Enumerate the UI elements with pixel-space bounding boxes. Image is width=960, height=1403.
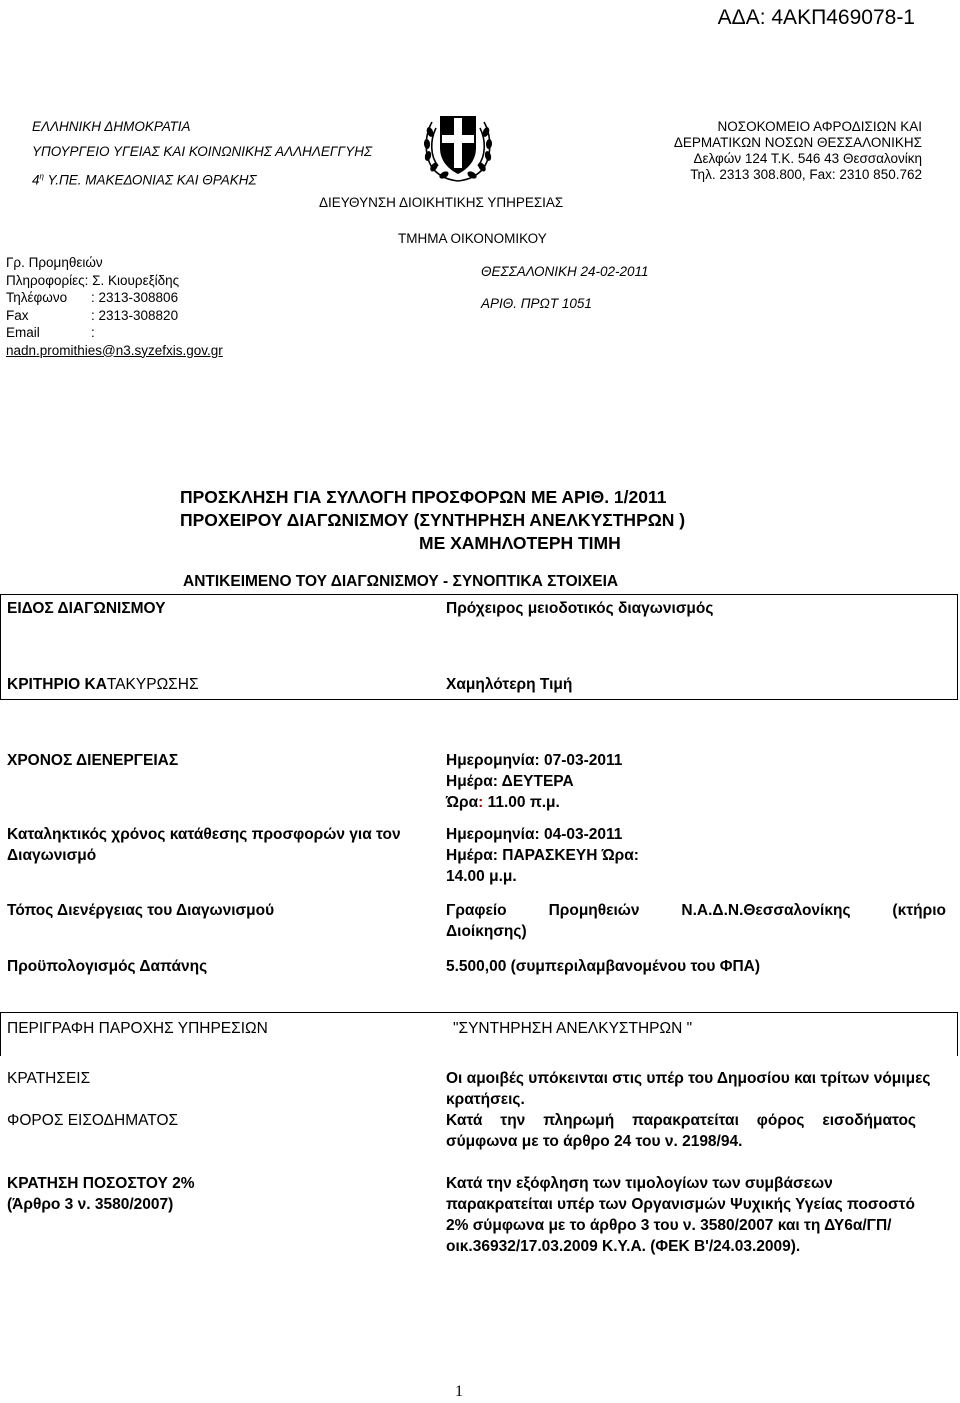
fax-value: : 2313-308820 <box>91 307 179 323</box>
region-number-sup: η <box>39 172 44 181</box>
place-label: Τόπος Διενέργειας του Διαγωνισμού <box>7 902 275 919</box>
email-label: Email <box>6 325 40 340</box>
subtitle: ΑΝΤΙΚΕΙΜΕΝΟ ΤΟΥ ΔΙΑΓΩΝΙΣΜΟΥ - ΣΥΝΟΠΤΙΚΑ ΣΤΟΙΧΕΙΑ <box>183 573 619 590</box>
department: ΤΜΗΜΑ ΟΙΚΟΝΟΜΙΚΟΥ <box>398 231 547 246</box>
budget-value: 5.500,00 (συμπεριλαμβανομένου του ΦΠΑ) <box>446 958 760 975</box>
contact-person: Πληροφορίες: Σ. Κιουρεξίδης <box>6 272 180 288</box>
region-number: 4 <box>32 172 40 188</box>
phone-value: : 2313-308806 <box>91 290 179 305</box>
deductions-label: ΚΡΑΤΗΣΕΙΣ <box>7 1070 91 1087</box>
page-number: 1 <box>455 1383 463 1400</box>
hospital-address: Δελφών 124 Τ.Κ. 546 43 Θεσσαλονίκη <box>693 151 922 166</box>
header-right <box>674 119 922 183</box>
time-day: Ημέρα: ΔΕΥΤΕΡΑ <box>446 773 574 790</box>
ada-code: ΑΔΑ: 4ΑΚΠ469078-1 <box>717 6 915 29</box>
hospital-name-line1: ΝΟΣΟΚΟΜΕΙΟ ΑΦΡΟΔΙΣΙΩΝ ΚΑΙ <box>717 119 922 134</box>
criterion-label <box>7 674 199 695</box>
pct-label-line1: ΚΡΑΤΗΣΗ ΠΟΣΟΣΤΟΥ 2% <box>7 1175 195 1192</box>
pct-value: Κατά την εξόφληση των τιμολογίων των συμβάσεων παρακρατείται υπέρ των Οργανισμών Ψυχικής Υγείας ποσοστό 2% σύμφωνα με το άρθρο 3 του ν. 3580/2007 και τη ΔΥ6α/ΓΠ/οικ.36932/17.03.2009 Κ.Υ.Α. (ΦΕΚ Β'/24.03.2009). <box>446 1175 915 1255</box>
deductions-value: Οι αμοιβές υπόκεινται στις υπέρ του Δημοσίου και τρίτων νόμιμες κρατήσεις. <box>446 1070 931 1108</box>
service-value: "ΣΥΝΤΗΡΗΣΗ ΑΝΕΛΚΥΣΤΗΡΩΝ " <box>453 1020 693 1037</box>
fax-label: Fax <box>6 307 29 323</box>
time-hour-value: 11.00 π.μ. <box>483 794 560 811</box>
greek-coat-of-arms-icon <box>420 108 496 184</box>
deadline-date: Ημερομηνία: 04-03-2011 <box>446 826 623 843</box>
place-value <box>446 900 946 942</box>
fax-row <box>6 307 223 325</box>
directorate: ΔΙΕΥΘΥΝΣΗ ΔΙΟΙΚΗΤΙΚΗΣ ΥΠΗΡΕΣΙΑΣ <box>319 195 564 210</box>
title-line2: ΠΡΟΧΕΙΡΟΥ ΔΙΑΓΩΝΙΣΜΟΥ (ΣΥΝΤΗΡΗΣΗ ΑΝΕΛΚΥΣΤΗΡΩΝ ) <box>180 510 686 530</box>
service-label: ΠΕΡΙΓΡΑΦΗ ΠΑΡΟΧΗΣ ΥΠΗΡΕΣΙΩΝ <box>7 1020 268 1037</box>
place-value-line2: Διοίκησης) <box>446 923 527 940</box>
email-link[interactable]: nadn.promithies@n3.syzefxis.gov.gr <box>6 342 223 358</box>
header-left-line1: ΕΛΛΗΝΙΚΗ ΔΗΜΟΚΡΑΤΙΑ <box>32 119 191 134</box>
email-row <box>6 324 223 342</box>
hospital-phone: Τηλ. 2313 308.800, Fax: 2310 850.762 <box>690 167 922 182</box>
tax-label: ΦΟΡΟΣ ΕΙΣΟΔΗΜΑΤΟΣ <box>7 1112 179 1129</box>
time-values <box>446 750 622 813</box>
header-left-line2: ΥΠΟΥΡΓΕΙΟ ΥΓΕΙΑΣ ΚΑΙ ΚΟΙΝΩΝΙΚΗΣ ΑΛΛΗΛΕΓΓΥΗΣ <box>32 144 373 159</box>
region-name: Υ.ΠΕ. ΜΑΚΕΔΟΝΙΑΣ ΚΑΙ ΘΡΑΚΗΣ <box>43 172 257 188</box>
office-name: Γρ. Προμηθειών <box>6 255 103 270</box>
pct-label <box>7 1173 195 1215</box>
pct-label-line2: (Άρθρο 3 ν. 3580/2007) <box>7 1196 174 1213</box>
deadline-label: Καταληκτικός χρόνος κατάθεσης προσφορών για τον Διαγωνισμό <box>7 826 401 864</box>
time-hour-label: Ώρα <box>446 794 479 811</box>
phone-label: Τηλέφωνο <box>6 290 68 305</box>
deadline-values <box>446 824 639 887</box>
time-date: Ημερομηνία: 07-03-2011 <box>446 752 623 769</box>
place-date: ΘΕΣΣΑΛΟΝΙΚΗ 24-02-2011 <box>481 264 649 279</box>
time-hour-colon: : <box>478 794 484 811</box>
type-label: ΕΙΔΟΣ ΔΙΑΓΩΝΙΣΜΟΥ <box>7 600 166 617</box>
title-line1: ΠΡΟΣΚΛΗΣΗ ΓΙΑ ΣΥΛΛΟΓΗ ΠΡΟΣΦΟΡΩΝ ΜΕ ΑΡΙΘ. 1/2011 <box>180 487 667 507</box>
time-hour <box>446 792 622 813</box>
header-left <box>32 114 372 193</box>
criterion-label-b: ΤΑΚΥΡΩΣΗΣ <box>106 676 199 693</box>
time-label: ΧΡΟΝΟΣ ΔΙΕΝΕΡΓΕΙΑΣ <box>7 752 179 769</box>
email-value: : <box>91 325 95 340</box>
contact-block <box>6 254 223 359</box>
criterion-value: Χαμηλότερη Τιμή <box>446 676 573 693</box>
deadline-day: Ημέρα: ΠΑΡΑΣΚΕΥΗ Ώρα: <box>446 847 639 864</box>
header-left-line3 <box>32 164 372 193</box>
criterion-label-a: ΚΡΙΤΗΡΙΟ ΚΑ <box>7 676 107 693</box>
hospital-name-line2: ΔΕΡΜΑΤΙΚΩΝ ΝΟΣΩΝ ΘΕΣΣΑΛΟΝΙΚΗΣ <box>673 135 922 150</box>
type-value: Πρόχειρος μειοδοτικός διαγωνισμός <box>446 600 714 617</box>
deadline-hour: 14.00 μ.μ. <box>446 868 517 885</box>
phone-row <box>6 289 223 307</box>
tax-value: Κατά την πληρωμή παρακρατείται φόρος εισοδήματος σύμφωνα με το άρθρο 24 του ν. 2198/94. <box>446 1112 916 1150</box>
place-value-line1: Γραφείο Προμηθειών Ν.Α.Δ.Ν.Θεσσαλονίκης (κτήριο <box>446 902 946 919</box>
budget-label: Προϋπολογισμός Δαπάνης <box>7 958 208 975</box>
title-line3: ΜΕ ΧΑΜΗΛΟΤΕΡΗ ΤΙΜΗ <box>419 533 621 553</box>
protocol-number: ΑΡΙΘ. ΠΡΩΤ 1051 <box>481 296 592 311</box>
